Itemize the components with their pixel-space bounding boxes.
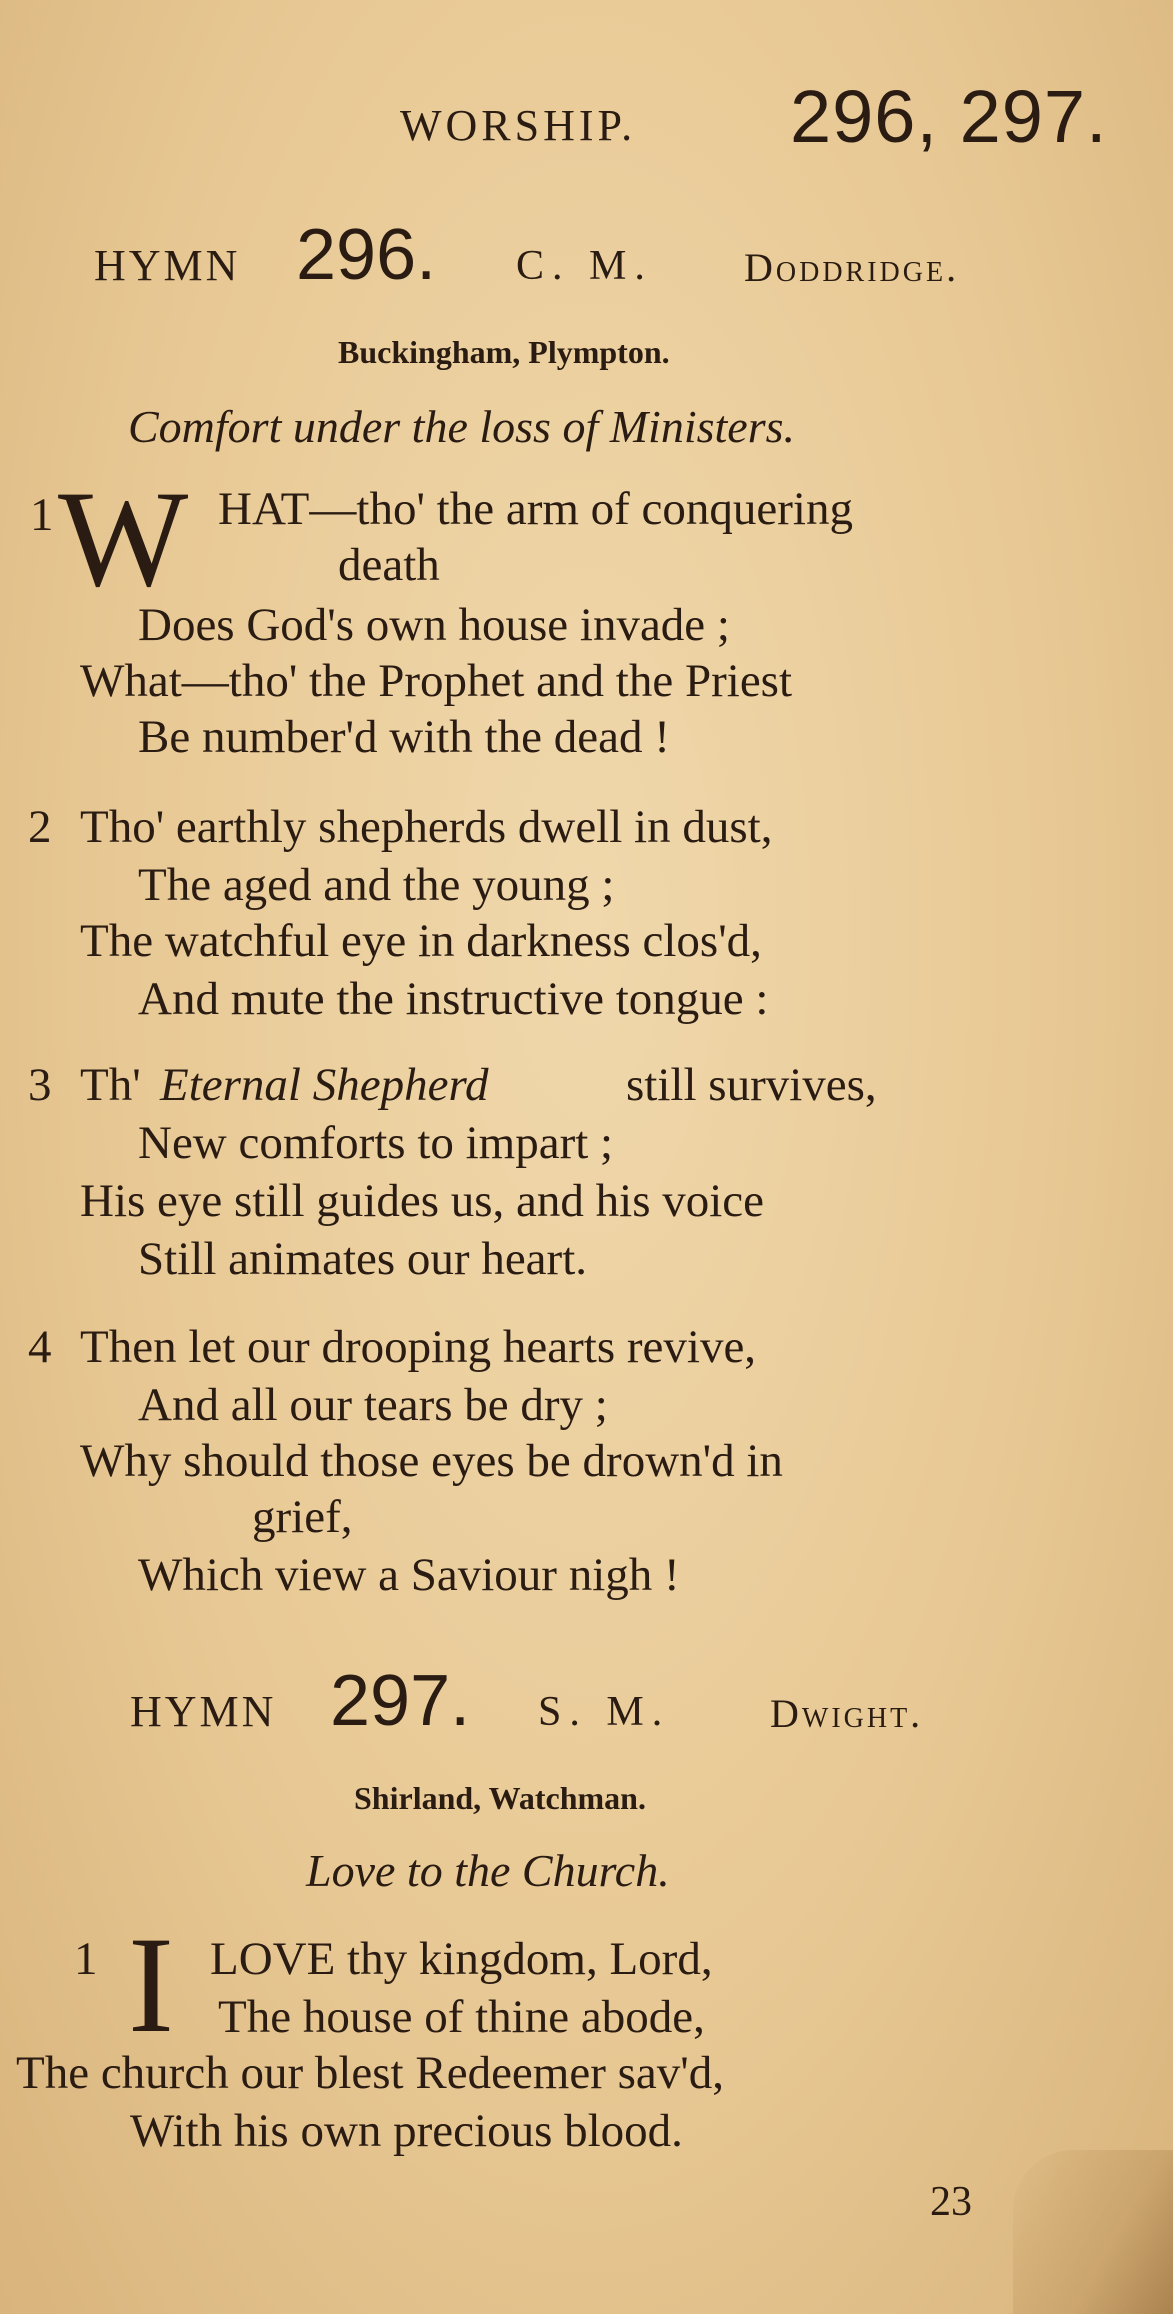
verse-line: The watchful eye in darkness clos'd,: [80, 915, 762, 967]
verse-line: New comforts to impart ;: [138, 1117, 614, 1169]
verse-line: With his own precious blood.: [130, 2105, 683, 2157]
running-head-section: WORSHIP.: [400, 101, 637, 150]
verse-line-prefix: Th': [80, 1059, 141, 1111]
verse-line: HAT—tho' the arm of conquering: [218, 483, 853, 535]
verse-line: Why should those eyes be drown'd in: [80, 1435, 783, 1487]
verse-line: Which view a Saviour nigh !: [138, 1549, 680, 1601]
verse-line: LOVE thy kingdom, Lord,: [210, 1933, 713, 1985]
hymn-297-author: Dwight.: [770, 1691, 924, 1736]
running-head-page-numbers: 296, 297.: [790, 75, 1108, 158]
drop-cap: I: [128, 1908, 174, 2061]
drop-cap: W: [58, 462, 189, 615]
verse-line: The church our blest Redeemer sav'd,: [16, 2047, 724, 2099]
hymn-296-tunes: Buckingham, Plympton.: [338, 334, 670, 370]
stanza-number: 1: [30, 489, 54, 541]
stanza-number: 4: [28, 1321, 52, 1373]
stanza-number: 3: [28, 1059, 52, 1111]
verse-line: death: [338, 539, 440, 591]
hymn-296-label: HYMN: [94, 241, 241, 290]
hymn-296-author: Doddridge.: [744, 245, 960, 290]
hymn-297-number: 297.: [330, 1661, 471, 1741]
hymn-297-meter: S. M.: [538, 1689, 671, 1735]
verse-line: grief,: [252, 1491, 353, 1543]
signature-mark: 23: [930, 2179, 972, 2225]
hymn-297-tunes: Shirland, Watchman.: [354, 1780, 646, 1816]
hymn-296-number: 296.: [296, 215, 437, 295]
verse-line: Be number'd with the dead !: [138, 711, 670, 763]
hymn-297-subject: Love to the Church.: [306, 1845, 670, 1896]
verse-line-italic: Eternal Shepherd: [160, 1059, 489, 1111]
verse-line: The house of thine abode,: [218, 1991, 705, 2043]
verse-line: Still animates our heart.: [138, 1233, 588, 1285]
hymn-296-subject: Comfort under the loss of Ministers.: [128, 401, 796, 452]
verse-line: And all our tears be dry ;: [138, 1379, 608, 1431]
stanza-number: 1: [74, 1933, 98, 1985]
verse-line: still survives,: [626, 1059, 877, 1111]
hymn-297-label: HYMN: [130, 1687, 277, 1736]
verse-line: Tho' earthly shepherds dwell in dust,: [80, 801, 773, 853]
stanza-number: 2: [28, 801, 52, 853]
page-corner-stain: [1013, 2150, 1173, 2314]
verse-line: What—tho' the Prophet and the Priest: [80, 655, 793, 707]
verse-line: Then let our drooping hearts revive,: [80, 1321, 757, 1373]
verse-line: Does God's own house invade ;: [138, 599, 730, 651]
verse-line: His eye still guides us, and his voice: [80, 1175, 765, 1227]
verse-line: And mute the instructive tongue :: [138, 973, 769, 1025]
hymn-296-meter: C. M.: [516, 243, 653, 289]
verse-line: The aged and the young ;: [138, 859, 615, 911]
